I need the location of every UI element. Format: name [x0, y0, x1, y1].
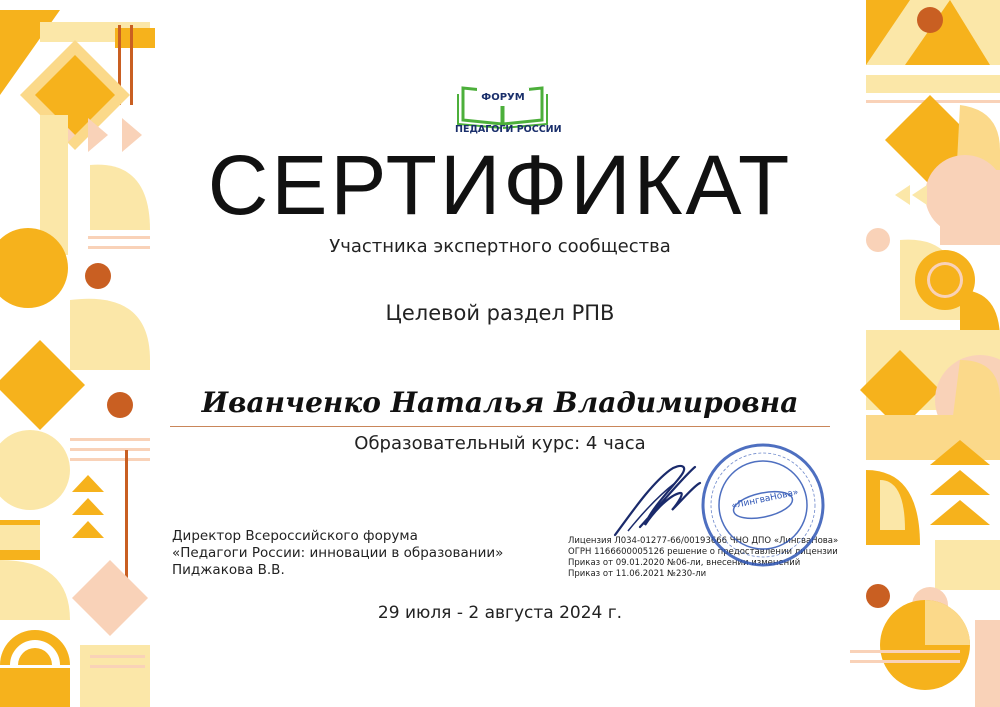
certificate-topic: Целевой раздел РПВ — [385, 301, 615, 325]
certificate-title: СЕРТИФИКАТ — [207, 138, 793, 232]
logo-pedagogi-text: ПЕДАГОГИ РОССИИ — [455, 124, 562, 135]
license-line-2: ОГРН 1166600005126 решение о предоставлении лицензии — [568, 547, 838, 557]
certificate-subtitle: Участника экспертного сообщества — [329, 236, 671, 257]
forum-logo — [455, 80, 562, 142]
director-block — [172, 528, 503, 579]
course-dates: 29 июля - 2 августа 2024 г. — [377, 603, 623, 623]
license-line-4: Приказ от 11.06.2021 №230-ли — [568, 569, 707, 579]
director-name: Пиджакова В.В. — [172, 562, 285, 578]
official-stamp — [698, 440, 828, 570]
license-line-1: Лицензия Л034-01277-66/00193666 ЧНО ДПО «ЛингваНова» — [568, 536, 839, 546]
license-line-3: Приказ от 09.01.2020 №06-ли, внесении изменений — [568, 558, 801, 568]
name-underline — [170, 426, 830, 427]
logo-forum-text: ФОРУМ — [481, 92, 525, 103]
course-hours: Образовательный курс: 4 часа — [354, 433, 646, 454]
stamp-center-text: «ЛингваНова» — [730, 487, 800, 512]
recipient-name: Иванченко Наталья Владимировна — [201, 386, 799, 419]
handwritten-signature — [600, 455, 710, 545]
director-forum-name: «Педагоги России: инновации в образовании» — [172, 545, 504, 561]
director-title: Директор Всероссийского форума — [172, 528, 418, 544]
